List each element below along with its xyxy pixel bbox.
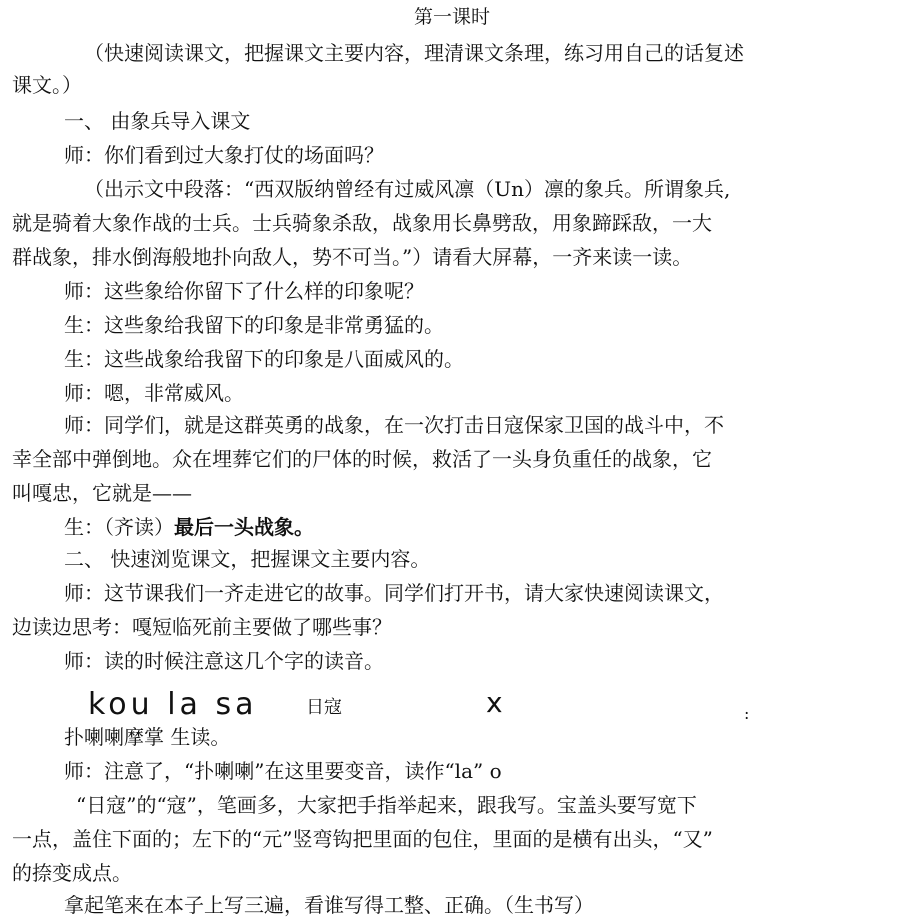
paragraph-line: 课文。） bbox=[12, 73, 82, 97]
student-reading-line bbox=[64, 514, 314, 540]
pinyin-tick: : bbox=[744, 704, 750, 723]
pinyin-x-mark: x bbox=[486, 686, 507, 719]
paragraph-line: 生：这些象给我留下的印象是非常勇猛的。 bbox=[64, 313, 444, 337]
paragraph-line: “日寇”的“寇”，笔画多，大家把手指举起来，跟我写。宝盖头要写宽下 bbox=[76, 793, 697, 817]
paragraph-line: （出示文中段落：“西双版纳曾经有过威风凛（Un）凛的象兵。所谓象兵, bbox=[84, 177, 731, 201]
paragraph-line: 师：这节课我们一齐走进它的故事。同学们打开书，请大家快速阅读课文， bbox=[64, 581, 724, 605]
paragraph-line: 师：你们看到过大象打仗的场面吗？ bbox=[64, 143, 384, 167]
page-title: 第一课时 bbox=[414, 6, 491, 28]
paragraph-line: 群战象，排水倒海般地扑向敌人，势不可当。”）请看大屏幕，一齐来读一读。 bbox=[12, 245, 693, 269]
paragraph-line: 师：读的时候注意这几个字的读音。 bbox=[64, 649, 384, 673]
section-heading: 一、 由象兵导入课文 bbox=[64, 109, 251, 133]
paragraph-line: 师：这些象给你留下了什么样的印象呢？ bbox=[64, 279, 424, 303]
paragraph-line: 叫嘎忠，它就是—— bbox=[12, 481, 192, 505]
paragraph-line: 拿起笔来在本子上写三遍，看谁写得工整、正确。（生书写） bbox=[64, 893, 594, 917]
paragraph-line: 师：同学们，就是这群英勇的战象，在一次打击日寇保家卫国的战斗中，不 bbox=[64, 413, 724, 437]
paragraph-line: 师：嗯，非常威风。 bbox=[64, 381, 244, 405]
student-reading-bold: 最后一头战象。 bbox=[174, 515, 314, 539]
paragraph-line: 一点，盖住下面的；左下的“元”竖弯钩把里面的包住，里面的是横有出头，“又” bbox=[12, 827, 713, 851]
paragraph-line: 师：注意了，“扑喇喇”在这里要变音，读作“la” o bbox=[64, 759, 502, 783]
paragraph-line: 幸全部中弹倒地。众在埋葬它们的尸体的时候，救活了一头身负重任的战象，它 bbox=[12, 447, 712, 471]
paragraph-line: 边读边思考：嘎短临死前主要做了哪些事？ bbox=[12, 615, 392, 639]
student-reading-prefix: 生：（齐读） bbox=[64, 515, 174, 539]
section-heading: 二、 快速浏览课文，把握课文主要内容。 bbox=[64, 547, 431, 571]
paragraph-line: 生：这些战象给我留下的印象是八面威风的。 bbox=[64, 347, 464, 371]
paragraph-line: 扑喇喇摩掌 生读。 bbox=[64, 725, 231, 749]
pinyin-word: 日寇 bbox=[306, 697, 342, 718]
paragraph-line: 就是骑着大象作战的士兵。士兵骑象杀敌，战象用长鼻劈敌，用象蹄踩敌，一大 bbox=[12, 211, 712, 235]
paragraph-line: 的捺变成点。 bbox=[12, 861, 132, 885]
paragraph-line: （快速阅读课文，把握课文主要内容，理清课文条理，练习用自己的话复述 bbox=[84, 41, 744, 65]
pinyin-text: kou la sa bbox=[88, 687, 258, 722]
